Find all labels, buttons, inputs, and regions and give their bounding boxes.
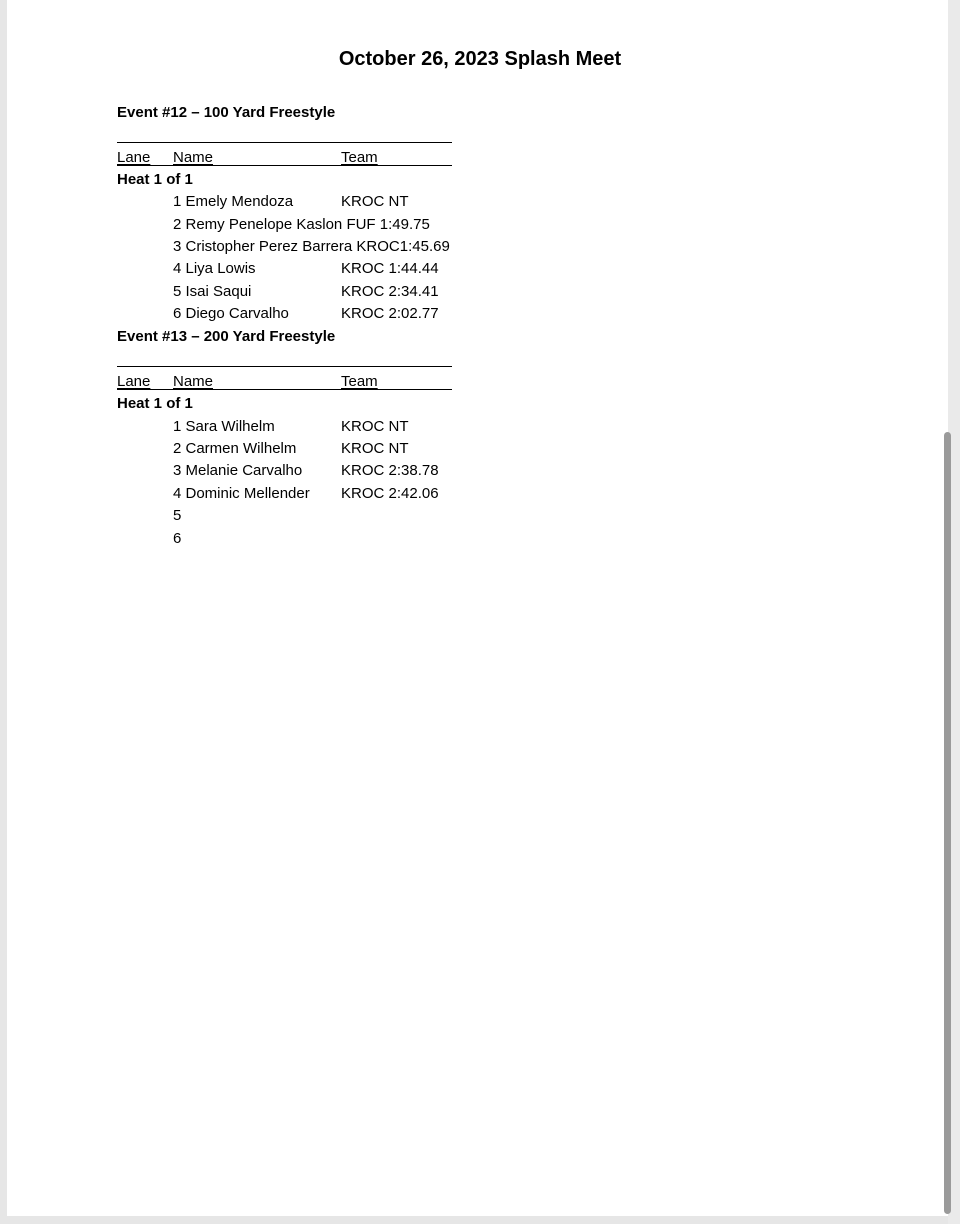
event-13-heading: Event #13 – 200 Yard Freestyle (117, 328, 336, 345)
event-12-top-rule (117, 142, 452, 143)
entry-team-4: KROC 1:44.44 (341, 260, 439, 277)
column-header-team: Team (341, 149, 378, 166)
heat-label: Heat 1 of 1 (117, 395, 193, 412)
entry-team-4: KROC 2:42.06 (341, 485, 439, 502)
entry-lane-2: 2 Remy Penelope Kaslon FUF 1:49.75 (173, 216, 430, 233)
entry-team-1: KROC NT (341, 418, 409, 435)
column-header-name: Name (173, 149, 214, 166)
event-12-header-rule (117, 165, 452, 166)
entry-lane-1: 1 Emely Mendoza (173, 193, 294, 210)
entry-lane-2: 2 Carmen Wilhelm (173, 440, 297, 457)
entry-lane-1: 1 Sara Wilhelm (173, 418, 275, 435)
entry-team-1: KROC NT (341, 193, 409, 210)
entry-lane-6: 6 (173, 530, 182, 547)
column-header-lane: Lane (117, 149, 151, 166)
vertical-scrollbar-thumb[interactable] (944, 432, 951, 1214)
document-page (7, 0, 953, 1216)
column-header-lane: Lane (117, 373, 151, 390)
event-12-heading: Event #12 – 100 Yard Freestyle (117, 104, 336, 121)
entry-lane-5: 5 (173, 507, 182, 524)
column-header-name: Name (173, 373, 214, 390)
entry-lane-6: 6 Diego Carvalho (173, 305, 289, 322)
event-13-header-rule (117, 389, 452, 390)
entry-team-2: KROC NT (341, 440, 409, 457)
entry-team-6: KROC 2:02.77 (341, 305, 439, 322)
page-title: October 26, 2023 Splash Meet (338, 48, 622, 70)
entry-team-3: KROC 2:38.78 (341, 462, 439, 479)
entry-lane-4: 4 Dominic Mellender (173, 485, 310, 502)
event-13-top-rule (117, 366, 452, 367)
column-header-team: Team (341, 373, 378, 390)
entry-lane-5: 5 Isai Saqui (173, 283, 252, 300)
entry-lane-4: 4 Liya Lowis (173, 260, 256, 277)
entry-lane-3: 3 Cristopher Perez Barrera KROC1:45.69 (173, 238, 450, 255)
entry-lane-3: 3 Melanie Carvalho (173, 462, 303, 479)
entry-team-5: KROC 2:34.41 (341, 283, 439, 300)
heat-label: Heat 1 of 1 (117, 171, 193, 188)
